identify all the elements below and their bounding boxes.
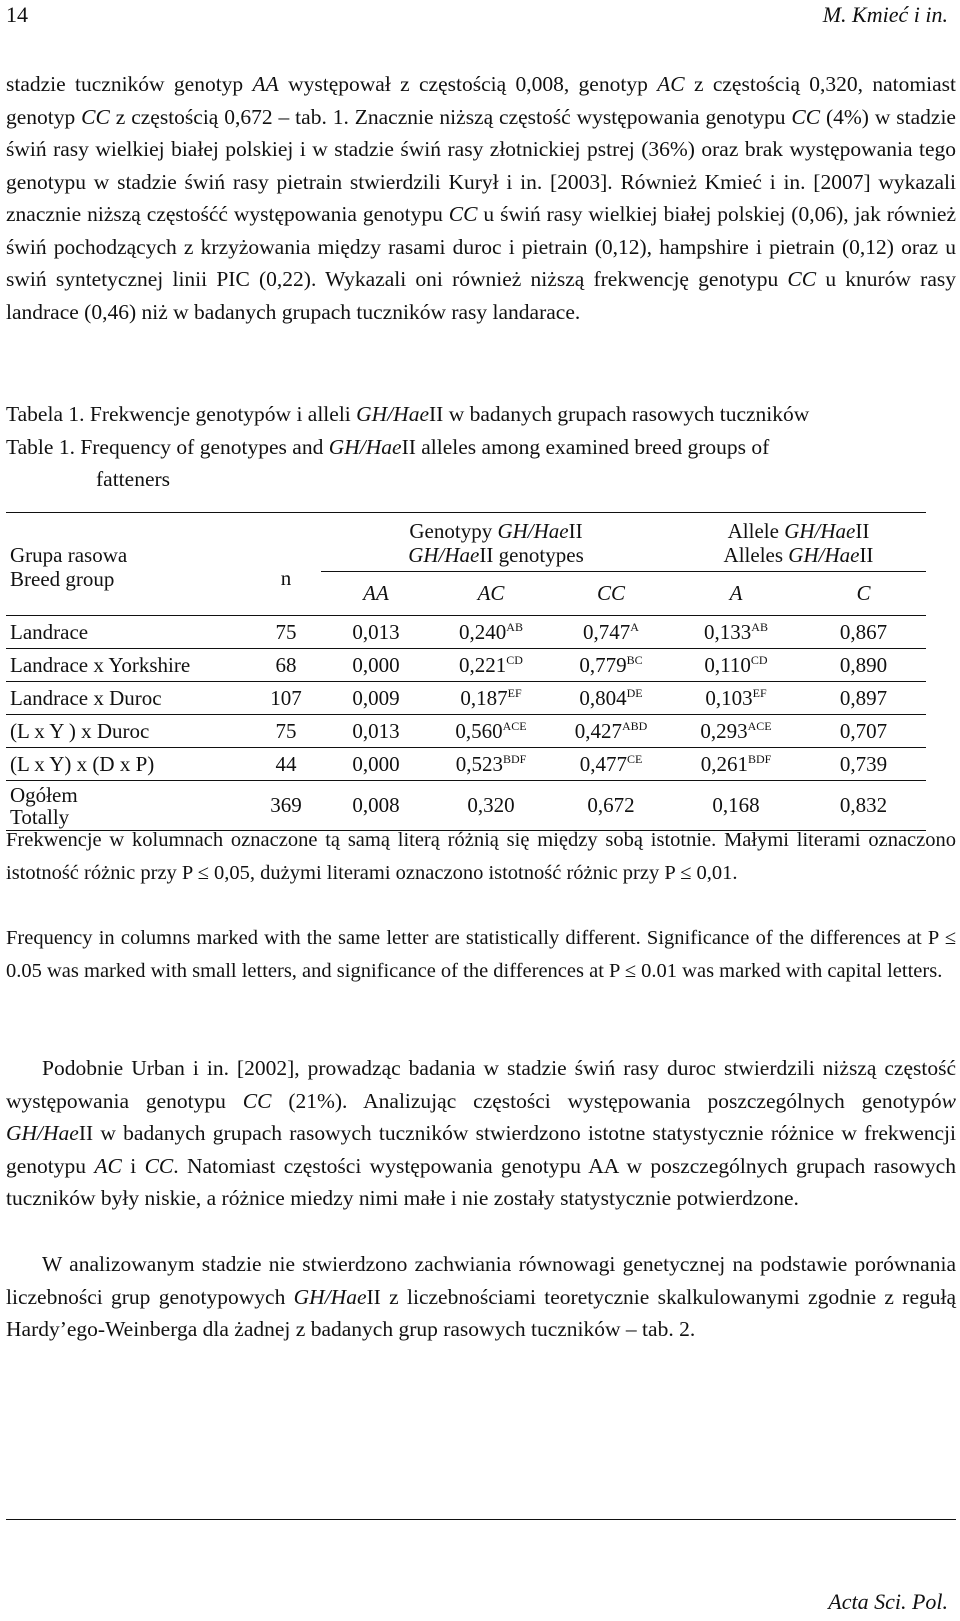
significance-letters: BDF xyxy=(747,751,772,766)
text-run: (21%). Analizując częstości występowania poszczególnych genotypó xyxy=(271,1088,942,1113)
text-run: w GH/Hae xyxy=(6,1088,956,1145)
text-run: GH/Hae xyxy=(497,519,569,543)
cell-group: Landrace xyxy=(6,616,251,649)
text-run: GH/Hae xyxy=(356,402,430,426)
value: 0,560 xyxy=(455,718,503,743)
header-genotypes-en xyxy=(325,543,667,567)
text-run: Allele xyxy=(727,519,785,543)
significance-letters: EF xyxy=(507,685,522,700)
text-run: II xyxy=(859,543,874,567)
cell-aa: 0,008 xyxy=(321,781,431,831)
cell-n: 75 xyxy=(251,715,321,748)
cell-a xyxy=(671,715,801,748)
value: 0,261 xyxy=(700,751,748,776)
header-breed-group xyxy=(6,513,251,616)
cell-c: 0,739 xyxy=(801,748,926,781)
cell-a xyxy=(671,748,801,781)
value: 0,103 xyxy=(705,685,753,710)
table-row xyxy=(6,715,926,748)
cell-c: 0,832 xyxy=(801,781,926,831)
header-ac: AC xyxy=(477,581,505,605)
text-run: CC xyxy=(81,104,110,129)
cell-ac xyxy=(431,649,551,682)
text-run: II alleles among examined breed groups of xyxy=(401,434,770,459)
cell-cc xyxy=(551,682,671,715)
value: 0,747 xyxy=(583,619,631,644)
table-note-pl: Frekwencje w kolumnach oznaczone tą samą literą różnią się między sobą istotnie. Małymi literami oznaczono istotność różnic przy P ≤ 0,05, dużymi literami oznaczono istotność różnic przy P ≤ 0,01. xyxy=(6,829,956,884)
cell-a: 0,168 xyxy=(671,781,801,831)
cell-group: Landrace x Duroc xyxy=(6,682,251,715)
text-run: AC xyxy=(94,1153,122,1178)
cell-group: (L x Y ) x Duroc xyxy=(6,715,251,748)
caption-en-continuation: fatteners xyxy=(96,467,171,491)
cell-ac: 0,320 xyxy=(431,781,551,831)
cell-group: (L x Y) x (D x P) xyxy=(6,748,251,781)
table-row xyxy=(6,616,926,649)
header-breed-group-pl: Grupa rasowa xyxy=(10,543,128,567)
text-run: CC xyxy=(144,1153,174,1178)
frequency-table xyxy=(6,512,926,831)
value: 0,240 xyxy=(459,619,507,644)
significance-letters: CD xyxy=(506,652,523,667)
text-run: Tabela 1. Frekwencje genotypów i alleli xyxy=(6,402,357,426)
text-run: GH/Hae xyxy=(784,519,856,543)
cell-a xyxy=(671,649,801,682)
cell-c: 0,897 xyxy=(801,682,926,715)
cell-n: 68 xyxy=(251,649,321,682)
table-row xyxy=(6,748,926,781)
value: 0,110 xyxy=(704,652,751,677)
cell-group-total xyxy=(6,781,251,831)
text-run: II z liczebnościami teoretycznie skalkulowanymi zgodnie z regułą Hardy’ego-Weinberga dla żadnej z badanych grup rasowych tuczników – tab. 2. xyxy=(6,1284,957,1341)
header-c: C xyxy=(856,581,871,605)
table-row-total xyxy=(6,781,926,831)
cell-aa: 0,009 xyxy=(321,682,431,715)
text-run: GH/Hae xyxy=(408,543,480,567)
running-head: M. Kmieć i in. xyxy=(822,2,948,27)
cell-aa: 0,000 xyxy=(321,649,431,682)
header-genotypes xyxy=(321,513,671,572)
cell-c: 0,867 xyxy=(801,616,926,649)
cell-c: 0,707 xyxy=(801,715,926,748)
value: 0,477 xyxy=(579,751,627,776)
value: 0,523 xyxy=(455,751,503,776)
text-run: II genotypes xyxy=(479,543,584,567)
cell-a xyxy=(671,682,801,715)
table-row xyxy=(6,682,926,715)
cell-group: Landrace x Yorkshire xyxy=(6,649,251,682)
significance-letters: BDF xyxy=(502,751,527,766)
cell-ac xyxy=(431,616,551,649)
cell-n: 369 xyxy=(251,781,321,831)
footer-rule xyxy=(6,1519,956,1520)
header-alleles-en xyxy=(675,543,922,567)
value: 0,427 xyxy=(574,718,622,743)
table-caption xyxy=(6,398,956,496)
cell-cc xyxy=(551,649,671,682)
text-run: CC xyxy=(791,104,821,129)
body-paragraph-2 xyxy=(6,1052,956,1215)
significance-letters: AB xyxy=(751,619,768,634)
text-run: AA xyxy=(252,72,279,96)
text-run: II xyxy=(855,519,870,543)
text-run: W analizowanym stadzie nie stwierdzono zachwiania równowagi genetycznej na podstawie porównania liczebności grup genotypowych xyxy=(6,1252,956,1309)
value: 0,133 xyxy=(704,619,752,644)
significance-letters: BC xyxy=(626,652,643,667)
text-run: GH/Hae xyxy=(328,434,402,459)
header-n: n xyxy=(280,565,292,590)
cell-c: 0,890 xyxy=(801,649,926,682)
cell-aa: 0,013 xyxy=(321,616,431,649)
cell-cc xyxy=(551,715,671,748)
value: 0,293 xyxy=(700,718,748,743)
text-run: . Natomiast częstości występowania genotypu AA w poszczególnych grupach rasowych tuczników były niskie, a różnice miedzy nimi małe i nie zostały statystycznie potwierdzone. xyxy=(6,1153,956,1210)
header-aa: AA xyxy=(363,581,389,605)
text-run: z częstością 0,320, natomiast genotyp xyxy=(6,72,956,129)
text-run: Podobnie Urban i in. [2002], prowadząc badania w stadzie świń rasy duroc stwierdzili niższą częstość występowania genotypu xyxy=(6,1056,956,1113)
text-run: Genotypy xyxy=(409,519,498,543)
text-run: u knurów rasy landrace (0,46) niż w badanych grupach tuczników rasy landarace. xyxy=(6,267,956,324)
header-cc: CC xyxy=(596,581,625,605)
text-run: u świń rasy wielkiej białej polskiej (0,06), jak również świń pochodzących z krzyżowania między rasami duroc i pietrain (0,12), hampshire i pietrain (0,12) oraz u swiń syntetycznej linii PIC (0,22). Wykazali oni również niższą frekwencję genotypu xyxy=(6,202,957,291)
text-run: AC xyxy=(657,72,685,96)
cell-cc: 0,672 xyxy=(551,781,671,831)
body-paragraph-1 xyxy=(6,68,956,328)
significance-letters: AB xyxy=(506,619,523,634)
total-label-en: Totally xyxy=(10,804,70,829)
cell-n: 44 xyxy=(251,748,321,781)
text-run: II w badanych grupach rasowych tuczników xyxy=(429,402,810,426)
caption-pl xyxy=(6,398,956,431)
text-run: Table 1. Frequency of genotypes and xyxy=(6,434,329,459)
significance-letters: CD xyxy=(750,652,768,667)
text-run: CC xyxy=(242,1088,272,1113)
text-run: z częstością 0,672 – tab. 1. Znacznie niższą częstość występowania genotypu xyxy=(109,104,792,129)
text-run: i xyxy=(121,1153,145,1178)
cell-a xyxy=(671,616,801,649)
caption-en xyxy=(6,431,956,464)
cell-n: 107 xyxy=(251,682,321,715)
significance-letters: CE xyxy=(626,751,643,766)
header-a: A xyxy=(729,581,743,605)
page-number: 14 xyxy=(6,2,28,27)
text-run: II w badanych grupach rasowych tuczników stwierdzono istotne statystycznie różnice w frekwencji genotypu xyxy=(6,1121,956,1178)
text-run: II xyxy=(568,519,583,543)
cell-ac xyxy=(431,715,551,748)
text-run: występował z częstością 0,008, genotyp xyxy=(278,72,658,96)
significance-letters: ACE xyxy=(747,718,772,733)
text-run: stadzie tuczników genotyp xyxy=(6,72,253,96)
value: 0,221 xyxy=(459,652,507,677)
text-run: CC xyxy=(787,267,817,291)
total-label-pl: Ogółem xyxy=(10,782,78,807)
cell-cc xyxy=(551,616,671,649)
significance-letters: A xyxy=(630,619,639,634)
significance-letters: EF xyxy=(752,685,767,700)
value: 0,804 xyxy=(579,685,627,710)
value: 0,187 xyxy=(460,685,508,710)
text-run: GH/Hae xyxy=(788,543,860,567)
cell-aa: 0,000 xyxy=(321,748,431,781)
table-note-en: Frequency in columns marked with the same letter are statistically different. Significance of the differences at P ≤ 0.05 was marked with small letters, and significance of the differences at P ≤ 0.01 was marked with capital letters. xyxy=(6,927,956,982)
header-breed-group-en: Breed group xyxy=(10,567,115,591)
value: 0,779 xyxy=(579,652,627,677)
body-paragraph-3 xyxy=(6,1248,956,1346)
header-alleles xyxy=(671,513,926,572)
significance-letters: ABD xyxy=(621,718,648,733)
significance-letters: ACE xyxy=(502,718,527,733)
cell-ac xyxy=(431,682,551,715)
text-run: GH/Hae xyxy=(293,1284,367,1309)
text-run: (4%) w stadzie świń rasy wielkiej białej polskiej i w stadzie świń rasy złotnickiej pstrej (36%) oraz brak występowania tego genotypu w stadzie świń rasy pietrain stwierdzili Kurył i in. [2003]. Również Kmieć i in. [2007] wykazali znacznie niższą częstośćć występowania genotypu xyxy=(6,104,956,226)
journal-footer: Acta Sci. Pol. xyxy=(828,1589,948,1614)
cell-cc xyxy=(551,748,671,781)
cell-n: 75 xyxy=(251,616,321,649)
cell-ac xyxy=(431,748,551,781)
table-row xyxy=(6,649,926,682)
text-run: CC xyxy=(448,202,478,226)
significance-letters: DE xyxy=(626,685,643,700)
header-alleles-pl xyxy=(675,519,922,543)
header-genotypes-pl xyxy=(325,519,667,543)
cell-aa: 0,013 xyxy=(321,715,431,748)
text-run: Alleles xyxy=(723,543,789,567)
